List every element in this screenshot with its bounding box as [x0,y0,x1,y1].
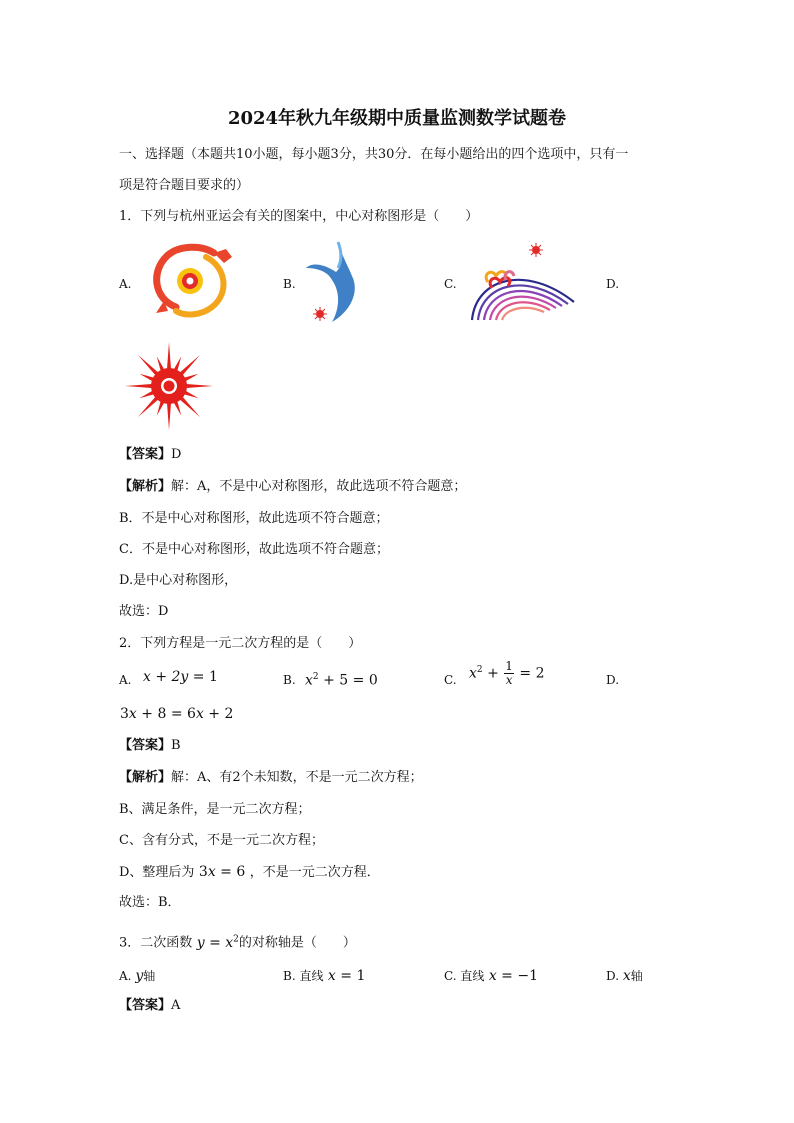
q3-option-c [444,968,538,984]
q1-analysis-line4: D.是中心对称图形， [119,573,238,588]
sun-ray [179,355,200,376]
sun-ray [167,342,171,370]
q1-stem: 1．下列与杭州亚运会有关的图案中，中心对称图形是（ ） [119,209,479,224]
q1-analysis-line1 [119,478,466,496]
q1-option-a-dragon-emblem [146,241,236,323]
section-heading-line2: 项是符合题目要求的） [119,178,250,193]
q1-option-a-label: A. [119,277,132,291]
q2-option-c-label: C. [444,673,457,687]
q1-option-c-rainbow-emblem [466,240,580,322]
q1-option-c-label: C. [444,277,457,291]
analysis-text-tail: ，不是一元二次方程． [249,865,380,880]
sun-ray [138,396,159,417]
q3-function: $y = x^2$ [192,934,239,951]
option-label: B. 直线 [283,969,324,983]
answer-value: D [171,447,182,462]
q1-option-d-sun-emblem [122,340,216,432]
q1-option-d-label: D. [606,277,620,291]
q2-analysis-line2: B、满足条件，是一元二次方程； [119,802,311,817]
analysis-text: D、整理后为 [119,865,195,880]
q3-stem-post: 的对称轴是（ ） [238,935,356,951]
sun-ray [138,355,159,376]
answer-value: A [171,998,181,1013]
option-equation: x = −1 [484,968,539,984]
q1-analysis-line2: B．不是中心对称图形，故此选项不符合题意； [119,511,389,526]
answer-label: 【答案】 [119,447,172,462]
sun-ray [179,396,200,417]
q2-answer [119,737,181,755]
option-var: y [135,968,144,984]
q3-option-d [606,968,643,984]
inline-equation: 3x = 6 [198,864,246,880]
page-title: 2024年秋九年级期中质量监测数学试题卷 [227,108,567,129]
q2-option-b-label: B. [283,673,296,687]
option-label: D. [606,969,620,983]
q2-option-b-equation: $x^2 + 5 = 0$ [305,672,378,689]
option-text: 轴 [143,969,156,983]
option-text: 轴 [630,969,643,983]
sun-ray [167,402,171,430]
q1-answer [119,446,181,464]
q3-stem [119,930,356,953]
answer-label: 【答案】 [119,738,172,753]
option-label: C. 直线 [444,969,485,983]
q2-analysis-line5: 故选：B． [119,895,181,910]
sun-ray [185,384,213,388]
option-var: x [622,968,631,984]
q1-analysis-line3: C．不是中心对称图形，故此选项不符合题意； [119,542,389,557]
answer-label: 【答案】 [119,998,172,1013]
option-label: A. [119,969,132,983]
q3-answer [119,997,180,1015]
q1-option-b-fish-emblem [302,236,368,328]
q3-option-a [119,968,155,984]
analysis-text: 解：A，不是中心对称图形，故此选项不符合题意； [171,479,467,494]
analysis-label: 【解析】 [119,479,172,494]
answer-value: B [171,738,181,753]
analysis-text: 解：A、有2个未知数，不是一元二次方程； [171,770,423,785]
q2-option-d-label: D. [606,673,620,687]
q3-option-b [283,968,365,984]
q1-option-b-label: B. [283,277,296,291]
q3-stem-pre: 3．二次函数 [119,935,193,951]
q2-stem: 2．下列方程是一元二次方程的是（ ） [119,636,362,651]
q2-option-c-equation: $x^2$ + $\frac{1}{x}$ = 2 [469,659,545,687]
analysis-label: 【解析】 [119,770,172,785]
q2-option-d-equation: 3x + 8 = 6x + 2 [120,706,234,722]
q2-analysis-line3: C、含有分式，不是一元二次方程； [119,833,324,848]
section-heading-line1: 一、选择题（本题共10小题，每小题3分，共30分．在每小题给出的四个选项中，只有一 [119,147,629,162]
q2-analysis-line4 [119,863,380,882]
q2-analysis-line1 [119,769,423,787]
q1-analysis-line5: 故选：D [119,604,169,619]
option-equation: x = 1 [323,968,366,984]
sun-ray [125,384,153,388]
q2-option-a-label: A. [119,673,132,687]
q2-option-a-equation: x + 2y = 1 [143,669,218,685]
